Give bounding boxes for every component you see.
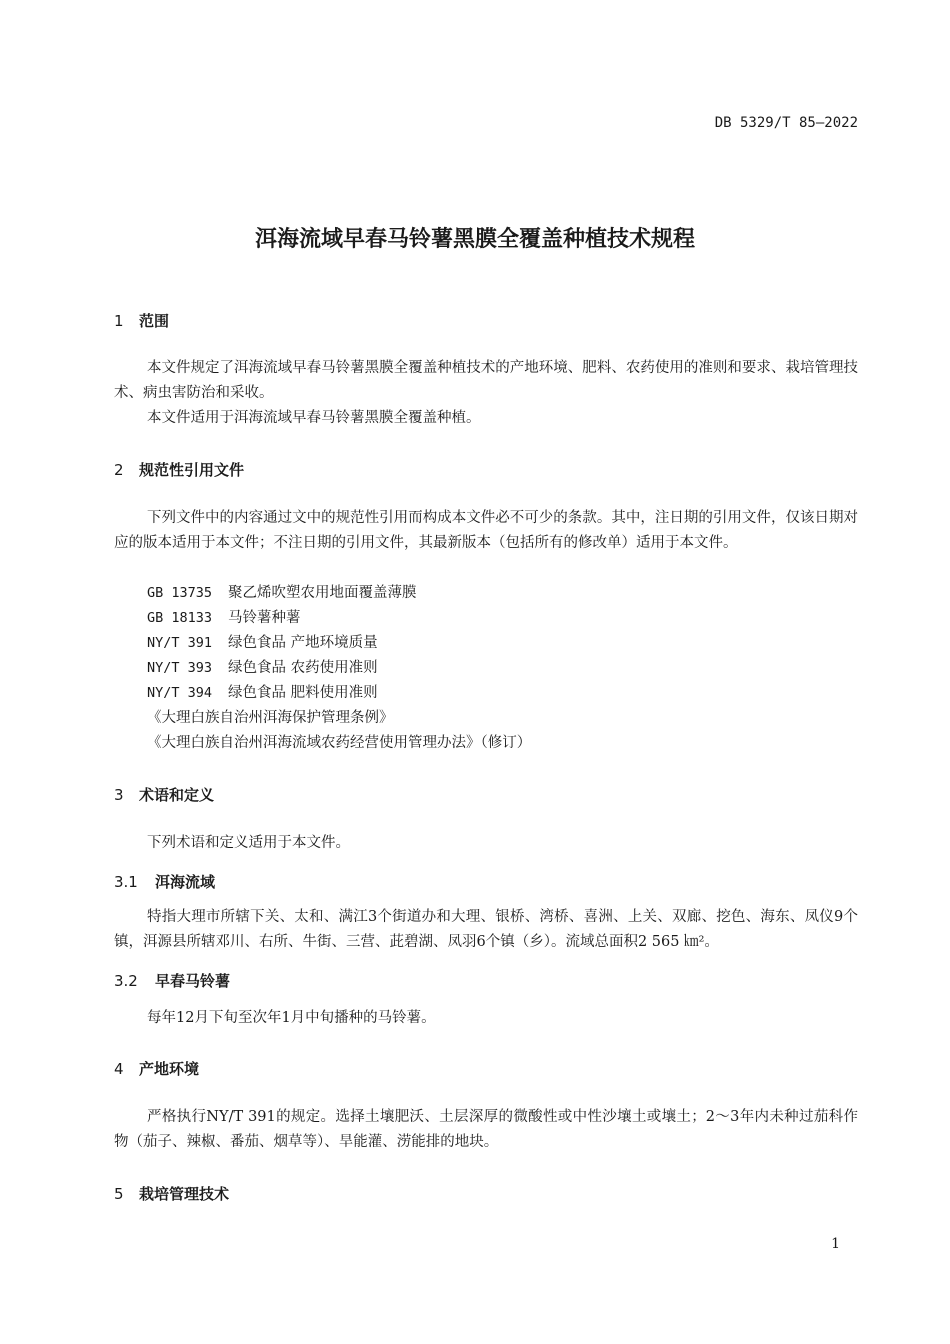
reference-title: 聚乙烯吹塑农用地面覆盖薄膜 — [228, 585, 417, 601]
reference-title: 绿色食品 肥料使用准则 — [228, 685, 378, 701]
section-number: 2 — [114, 461, 124, 479]
reference-title: 《大理白族自治州洱海保护管理条例》 — [147, 710, 394, 726]
paragraph: 本文件适用于洱海流域早春马铃薯黑膜全覆盖种植。 — [147, 410, 481, 426]
page-title: 洱海流域早春马铃薯黑膜全覆盖种植技术规程 — [254, 227, 695, 252]
subsection-title: 洱海流域 — [155, 873, 216, 891]
section-heading-4 — [114, 1058, 199, 1079]
reference-code: NY/T 394 — [147, 685, 213, 701]
section-title: 术语和定义 — [139, 786, 215, 804]
reference-title: 绿色食品 农药使用准则 — [228, 660, 378, 676]
section-heading-5 — [114, 1183, 229, 1204]
reference-title: 马铃薯种薯 — [228, 610, 301, 626]
reference-item — [147, 631, 378, 656]
subsection-heading-3-1 — [114, 871, 215, 892]
paragraph: 严格执行NY/T 391的规定。选择土壤肥沃、土层深厚的微酸性或中性沙壤土或壤土；2～3年内未种过茄科作物（茄子、辣椒、番茄、烟草等）、旱能灌、涝能排的地块。 — [114, 1109, 858, 1150]
section-heading-3 — [114, 784, 214, 805]
section-number: 1 — [114, 312, 124, 330]
section-heading-2 — [114, 459, 244, 480]
reference-item — [147, 581, 417, 606]
reference-title: 绿色食品 产地环境质量 — [228, 635, 378, 651]
reference-code: NY/T 391 — [147, 635, 213, 651]
section-title: 栽培管理技术 — [139, 1185, 230, 1203]
reference-code: GB 18133 — [147, 610, 213, 626]
document-id: DB 5329/T 85—2022 — [714, 115, 858, 131]
subsection-number: 3.2 — [114, 972, 138, 990]
reference-code: NY/T 393 — [147, 660, 213, 676]
section-number: 5 — [114, 1185, 124, 1203]
reference-item — [147, 606, 301, 631]
paragraph: 本文件规定了洱海流域早春马铃薯黑膜全覆盖种植技术的产地环境、肥料、农药使用的准则和要求、栽培管理技术、病虫害防治和采收。 — [114, 360, 858, 401]
subsection-title: 早春马铃薯 — [155, 972, 231, 990]
section-number: 4 — [114, 1060, 124, 1078]
reference-code: GB 13735 — [147, 585, 213, 601]
paragraph: 下列文件中的内容通过文中的规范性引用而构成本文件必不可少的条款。其中，注日期的引用文件，仅该日期对应的版本适用于本文件；不注日期的引用文件，其最新版本（包括所有的修改单）适用于本文件。 — [114, 510, 858, 551]
subsection-number: 3.1 — [114, 873, 138, 891]
section-title: 产地环境 — [139, 1060, 200, 1078]
paragraph: 下列术语和定义适用于本文件。 — [147, 835, 350, 851]
paragraph: 每年12月下旬至次年1月中旬播种的马铃薯。 — [147, 1010, 436, 1026]
section-title: 规范性引用文件 — [139, 461, 245, 479]
reference-item — [147, 706, 394, 731]
page-number: 1 — [831, 1236, 840, 1252]
paragraph: 特指大理市所辖下关、太和、满江3个街道办和大理、银桥、湾桥、喜洲、上关、双廊、挖色、海东、凤仪9个镇，洱源县所辖邓川、右所、牛街、三营、茈碧湖、凤羽6个镇（乡）。流域总面积2 565 ㎞²。 — [114, 909, 858, 950]
section-heading-1 — [114, 310, 169, 331]
section-number: 3 — [114, 786, 124, 804]
reference-item — [147, 656, 378, 681]
reference-item — [147, 681, 378, 706]
subsection-heading-3-2 — [114, 970, 230, 991]
reference-title: 《大理白族自治州洱海流域农药经营使用管理办法》（修订） — [147, 735, 532, 751]
section-title: 范围 — [139, 312, 170, 330]
reference-item — [147, 731, 531, 756]
